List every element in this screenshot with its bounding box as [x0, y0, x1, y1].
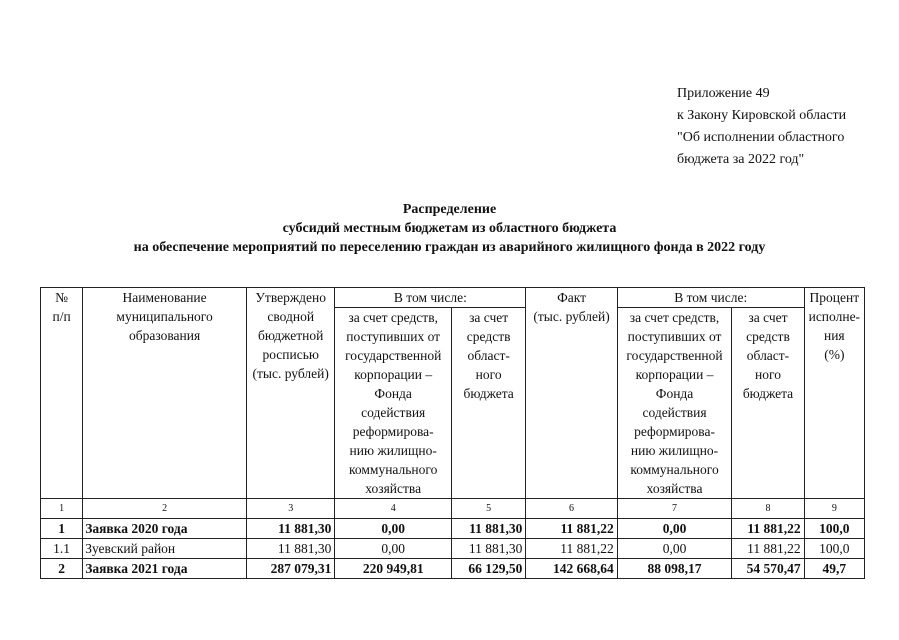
row-fact: 142 668,64	[526, 559, 617, 579]
title-line: субсидий местным бюджетам из областного бюджета	[282, 221, 617, 236]
column-number: 8	[732, 499, 804, 519]
row-fund-1: 220 949,81	[335, 559, 452, 579]
title-line: Распределение	[402, 202, 497, 217]
row-num: 1.1	[41, 539, 83, 559]
header-fund-2: за счет средств, поступивших от государственной корпорации – Фонда содействия реформирова- нию жилищно- коммунального хозяйства	[617, 308, 732, 499]
column-number: 1	[41, 499, 83, 519]
row-regional-1: 11 881,30	[451, 519, 525, 539]
row-fact: 11 881,22	[526, 539, 617, 559]
table-row	[41, 559, 865, 579]
document-title	[0, 200, 899, 257]
table-row	[41, 539, 865, 559]
header-name: Наименование муниципального образования	[83, 288, 247, 499]
row-num: 1	[41, 519, 83, 539]
row-percent: 49,7	[804, 559, 864, 579]
row-regional-1: 66 129,50	[451, 559, 525, 579]
row-fund-2: 0,00	[617, 539, 732, 559]
row-fund-2: 0,00	[617, 519, 732, 539]
header-approved: Утверждено сводной бюджетной росписью (тыс. рублей)	[246, 288, 334, 499]
row-regional-2: 11 881,22	[732, 519, 804, 539]
appendix-line: бюджета за 2022 год"	[677, 152, 805, 167]
row-fact: 11 881,22	[526, 519, 617, 539]
column-number: 9	[804, 499, 864, 519]
row-fund-1: 0,00	[335, 539, 452, 559]
column-number-row	[41, 499, 865, 519]
row-approved: 11 881,30	[246, 519, 334, 539]
appendix-line: к Закону Кировской области	[677, 108, 847, 123]
header-fact: Факт (тыс. рублей)	[526, 288, 617, 499]
row-approved: 287 079,31	[246, 559, 334, 579]
header-row	[41, 288, 865, 308]
row-regional-1: 11 881,30	[451, 539, 525, 559]
subsidy-table	[40, 287, 865, 579]
row-fund-1: 0,00	[335, 519, 452, 539]
row-name: Зуевский район	[83, 539, 247, 559]
row-regional-2: 11 881,22	[732, 539, 804, 559]
column-number: 6	[526, 499, 617, 519]
header-including-2: В том числе:	[617, 288, 804, 308]
column-number: 3	[246, 499, 334, 519]
row-num: 2	[41, 559, 83, 579]
row-percent: 100,0	[804, 519, 864, 539]
column-number: 2	[83, 499, 247, 519]
row-fund-2: 88 098,17	[617, 559, 732, 579]
table-row	[41, 519, 865, 539]
header-including-1: В том числе:	[335, 288, 526, 308]
appendix-block	[677, 83, 846, 171]
appendix-line: "Об исполнении областного	[677, 130, 845, 145]
row-regional-2: 54 570,47	[732, 559, 804, 579]
header-fund-1: за счет средств, поступивших от государственной корпорации – Фонда содействия реформирова- нию жилищно- коммунального хозяйства	[335, 308, 452, 499]
header-num: № п/п	[41, 288, 83, 499]
row-approved: 11 881,30	[246, 539, 334, 559]
column-number: 5	[451, 499, 525, 519]
title-line: на обеспечение мероприятий по переселению граждан из аварийного жилищного фонда в 2022 году	[133, 240, 766, 255]
row-percent: 100,0	[804, 539, 864, 559]
appendix-line: Приложение 49	[677, 86, 770, 101]
column-number: 4	[335, 499, 452, 519]
header-regional-1: за счет средств област- ного бюджета	[451, 308, 525, 499]
row-name: Заявка 2021 года	[83, 559, 247, 579]
row-name: Заявка 2020 года	[83, 519, 247, 539]
header-percent: Процент исполне- ния (%)	[804, 288, 864, 499]
header-regional-2: за счет средств област- ного бюджета	[732, 308, 804, 499]
column-number: 7	[617, 499, 732, 519]
